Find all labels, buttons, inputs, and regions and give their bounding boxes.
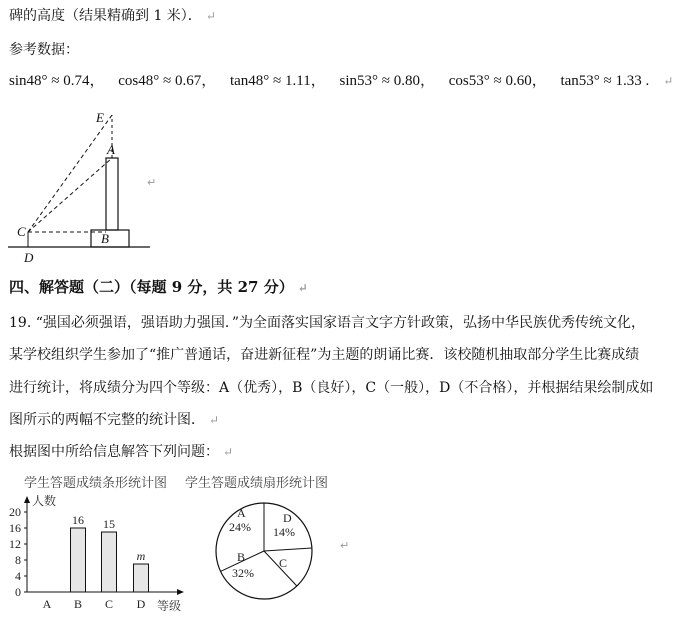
return-mark: ↵ bbox=[663, 74, 674, 88]
pie-percent-d: 14% bbox=[273, 525, 295, 539]
y-tick-label: 8 bbox=[15, 553, 21, 567]
pie-percent-a: 24% bbox=[229, 520, 251, 534]
problem-19-text-1: 19. “强国必须强语，强语助力强国．”为全面落实国家语言文字方针政策，弘扬中华民族优秀传统文化， bbox=[9, 315, 646, 331]
x-axis-arrow bbox=[177, 589, 184, 595]
return-mark: ↵ bbox=[147, 176, 157, 189]
pie-percent-b: 32% bbox=[232, 566, 254, 580]
text-height-result: 碑的高度（结果精确到 1 米）． bbox=[9, 8, 202, 24]
bar-chart bbox=[9, 493, 184, 613]
formula-tan48: tan48° ≈ 1.11， bbox=[229, 73, 326, 89]
pie-label-d: D bbox=[283, 511, 292, 525]
return-mark: ↵ bbox=[340, 539, 350, 552]
return-mark: ↵ bbox=[223, 445, 234, 459]
formula-cos53: cos53° ≈ 0.60， bbox=[448, 73, 547, 89]
problem-19-text-5: 根据图中所给信息解答下列问题： bbox=[9, 444, 219, 460]
bar-chart-title: 学生答题成绩条形统计图 bbox=[24, 476, 168, 491]
pie-label-c: C bbox=[279, 556, 288, 570]
bar-value-label-b: 16 bbox=[72, 513, 84, 527]
formula-cos48: cos48° ≈ 0.67， bbox=[118, 73, 217, 89]
problem-19-text-2: 某学校组织学生参加了“推广普通话，奋进新征程”为主题的朗诵比赛．该校随机抽取部分学生比赛成绩 bbox=[9, 347, 640, 363]
x-category-label-a: A bbox=[42, 597, 52, 611]
x-category-label-b: B bbox=[73, 597, 83, 611]
pie-boundary-1 bbox=[264, 548, 312, 551]
return-mark: ↵ bbox=[205, 9, 216, 23]
problem-19-text-4: 图所示的两幅不完整的统计图． bbox=[9, 412, 205, 428]
y-tick-label: 12 bbox=[9, 537, 21, 551]
label-a: A bbox=[107, 142, 115, 157]
return-mark: ↵ bbox=[209, 413, 220, 427]
y-tick-label: 0 bbox=[15, 585, 21, 599]
bar-value-label-c: 15 bbox=[103, 517, 115, 531]
bar-b bbox=[71, 528, 86, 592]
pie-chart-title: 学生答题成绩扇形统计图 bbox=[185, 476, 329, 491]
pie-chart bbox=[216, 503, 312, 599]
formula-sin48: sin48° ≈ 0.74， bbox=[9, 73, 105, 89]
pie-label-a: A bbox=[237, 506, 246, 520]
reference-data-label: 参考数据： bbox=[9, 42, 79, 58]
return-mark: ↵ bbox=[297, 281, 308, 295]
label-d: D bbox=[24, 250, 34, 265]
bar-c bbox=[102, 532, 117, 592]
bar-d bbox=[134, 564, 149, 592]
x-category-label-c: C bbox=[104, 597, 114, 611]
x-axis-label: 等级 bbox=[157, 599, 182, 613]
formula-sin53: sin53° ≈ 0.80， bbox=[339, 73, 435, 89]
label-b: B bbox=[101, 231, 109, 246]
bar-value-label-d: m bbox=[136, 549, 146, 563]
pie-label-b: B bbox=[237, 550, 246, 564]
formula-tan53: tan53° ≈ 1.33 . bbox=[560, 73, 650, 89]
problem-19-text-3: 进行统计，将成绩分为四个等级：A（优秀），B（良好），C（一般），D（不合格），并根据结果绘制成如 bbox=[9, 380, 654, 396]
y-axis-arrow bbox=[24, 496, 30, 503]
section-4-title: 四、解答题（二）（每题 9 分，共 27 分） bbox=[9, 278, 294, 296]
y-tick-label: 4 bbox=[15, 569, 21, 583]
y-axis-label: 人数 bbox=[32, 494, 57, 508]
label-e: E bbox=[96, 110, 104, 125]
label-c: C bbox=[17, 224, 26, 239]
x-category-label-d: D bbox=[136, 597, 146, 611]
y-tick-label: 16 bbox=[9, 521, 21, 535]
y-tick-label: 20 bbox=[9, 505, 21, 519]
